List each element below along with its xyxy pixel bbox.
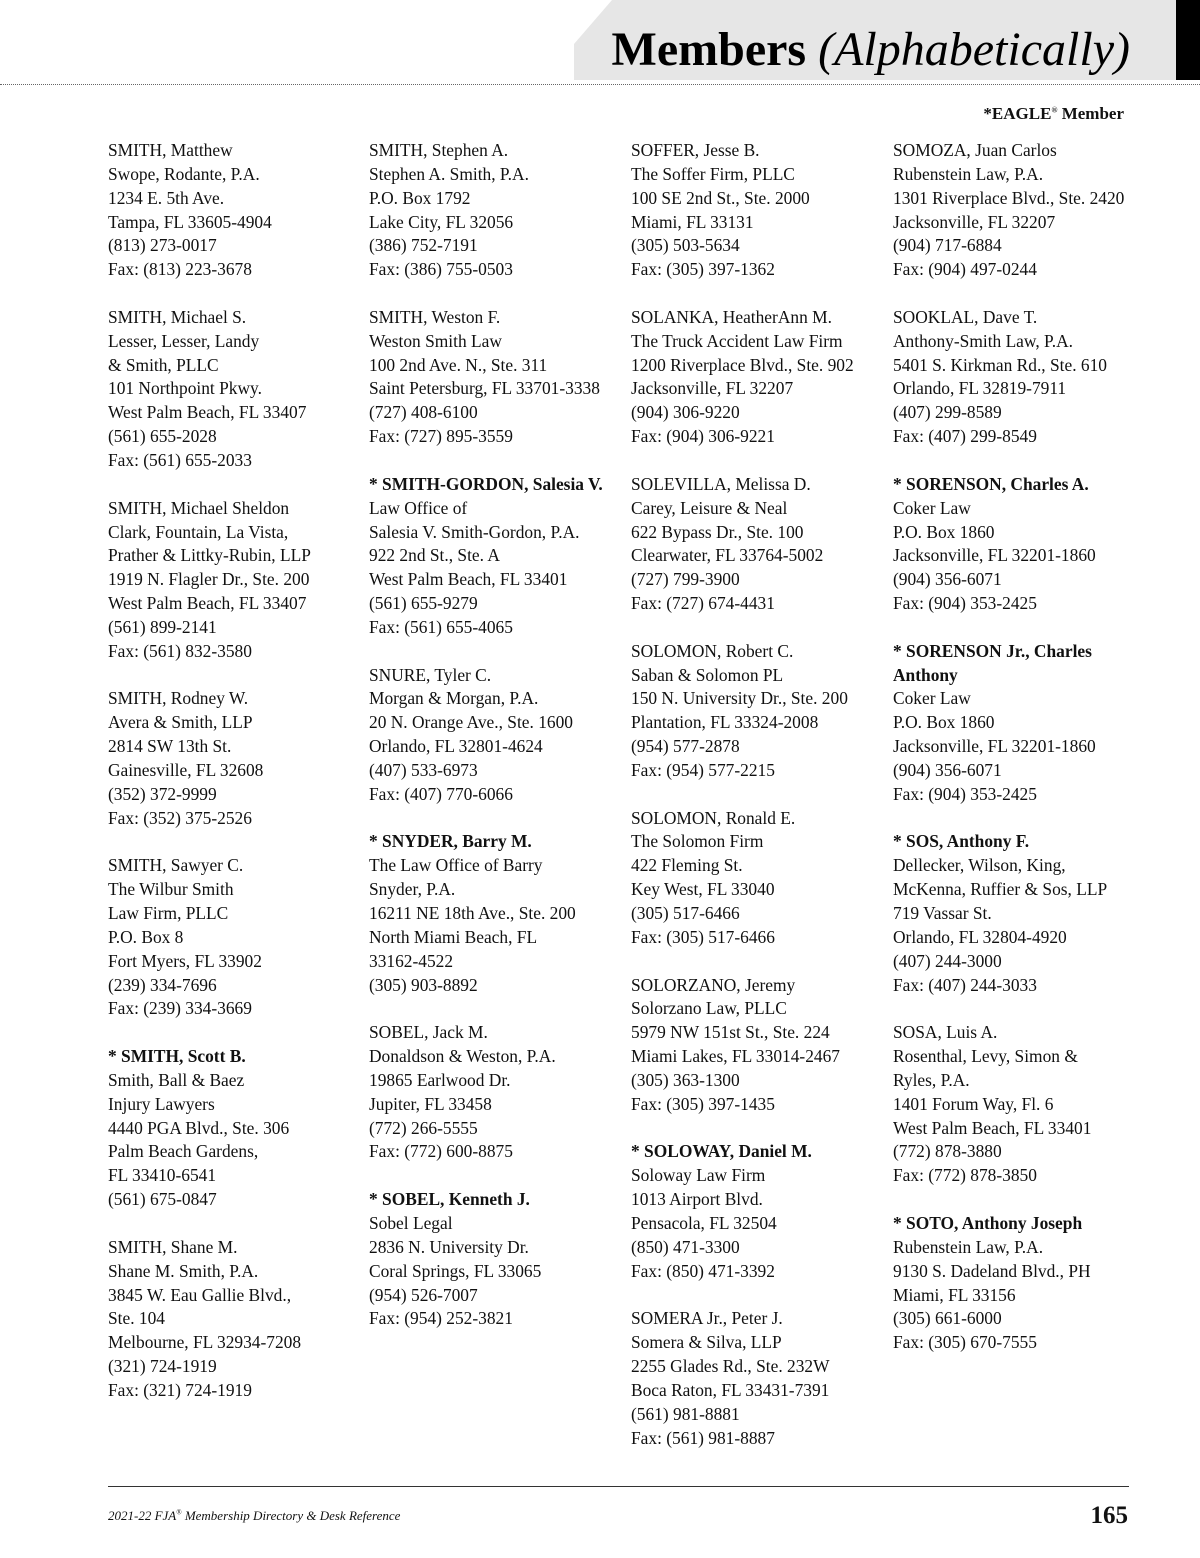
member-detail-line: 2814 SW 13th St. xyxy=(108,736,232,757)
member-phone: (407) 244-3000 xyxy=(893,950,1002,971)
member-detail-line: 5401 S. Kirkman Rd., Ste. 610 xyxy=(893,354,1108,375)
member-entry xyxy=(108,497,360,664)
member-firm: Avera & Smith, LLP xyxy=(108,712,253,733)
member-entry xyxy=(108,139,360,282)
member-name: * SORENSON Jr., Charles xyxy=(893,640,1092,661)
member-name: SMITH, Michael S. xyxy=(108,306,247,327)
page-title xyxy=(612,22,1130,78)
member-detail-line: 622 Bypass Dr., Ste. 100 xyxy=(631,521,804,542)
member-detail-line: 4440 PGA Blvd., Ste. 306 xyxy=(108,1117,290,1138)
member-column-3 xyxy=(631,139,883,1474)
member-firm: Swope, Rodante, P.A. xyxy=(108,163,260,184)
member-detail-line: West Palm Beach, FL 33407 xyxy=(108,593,307,614)
member-name: SOSA, Luis A. xyxy=(893,1022,998,1043)
member-column-2 xyxy=(369,139,621,1355)
member-phone: (850) 471-3300 xyxy=(631,1236,740,1257)
member-firm: Carey, Leisure & Neal xyxy=(631,497,788,518)
member-detail-line: McKenna, Ruffier & Sos, LLP xyxy=(893,879,1108,900)
member-detail-line: Boca Raton, FL 33431-7391 xyxy=(631,1379,830,1400)
member-detail-line: 101 Northpoint Pkwy. xyxy=(108,378,262,399)
member-entry xyxy=(369,473,621,640)
member-entry xyxy=(893,1021,1145,1188)
member-firm: Clark, Fountain, La Vista, xyxy=(108,521,289,542)
member-entry xyxy=(369,1021,621,1164)
member-entry xyxy=(893,139,1145,282)
member-detail-line: Jacksonville, FL 32207 xyxy=(631,378,794,399)
member-phone: (813) 273-0017 xyxy=(108,235,217,256)
member-detail-line: Lake City, FL 32056 xyxy=(369,211,514,232)
member-firm: Soloway Law Firm xyxy=(631,1165,766,1186)
member-fax: Fax: (305) 670-7555 xyxy=(893,1332,1037,1353)
member-detail-line: 9130 S. Dadeland Blvd., PH xyxy=(893,1260,1091,1281)
member-detail-line: 719 Vassar St. xyxy=(893,903,992,923)
member-detail-line: Jacksonville, FL 32201-1860 xyxy=(893,545,1096,566)
member-detail-line: Orlando, FL 32819-7911 xyxy=(893,378,1067,399)
member-detail-line: 422 Fleming St. xyxy=(631,855,743,876)
member-detail-line: Plantation, FL 33324-2008 xyxy=(631,712,819,733)
member-detail-line: P.O. Box 1860 xyxy=(893,521,995,542)
member-fax: Fax: (954) 252-3821 xyxy=(369,1308,513,1329)
member-entry xyxy=(369,139,621,282)
member-name: SOBEL, Jack M. xyxy=(369,1022,488,1043)
member-entry xyxy=(893,830,1145,997)
member-phone: (305) 661-6000 xyxy=(893,1308,1002,1329)
member-detail-line: West Palm Beach, FL 33401 xyxy=(893,1117,1092,1138)
member-name: * SMITH-GORDON, Salesia V. xyxy=(369,473,603,494)
member-phone: (561) 899-2141 xyxy=(108,616,217,637)
member-entry xyxy=(369,664,621,807)
member-name: * SOBEL, Kenneth J. xyxy=(369,1189,530,1210)
member-phone: (386) 752-7191 xyxy=(369,235,478,256)
member-entry xyxy=(108,1045,360,1212)
member-fax: Fax: (904) 497-0244 xyxy=(893,259,1037,280)
member-detail-line: 5979 NW 151st St., Ste. 224 xyxy=(631,1022,830,1043)
member-entry xyxy=(108,854,360,1021)
member-detail-line: Fort Myers, FL 33902 xyxy=(108,950,262,971)
member-detail-line: Ryles, P.A. xyxy=(893,1069,970,1090)
member-fax: Fax: (561) 981-8887 xyxy=(631,1427,775,1448)
member-firm: Saban & Solomon PL xyxy=(631,664,784,685)
member-phone: (904) 717-6884 xyxy=(893,235,1002,256)
member-detail-line: Key West, FL 33040 xyxy=(631,879,775,900)
footer-text-b: Membership Directory & Desk Reference xyxy=(181,1508,401,1523)
member-detail-line: 20 N. Orange Ave., Ste. 1600 xyxy=(369,712,573,733)
member-detail-line: Coral Springs, FL 33065 xyxy=(369,1260,542,1281)
member-detail-line: & Smith, PLLC xyxy=(108,354,219,375)
member-firm: Anthony-Smith Law, P.A. xyxy=(893,330,1074,351)
member-detail-line: 1919 N. Flagler Dr., Ste. 200 xyxy=(108,569,310,590)
eagle-note-mark: ® xyxy=(1051,105,1058,115)
member-phone: (239) 334-7696 xyxy=(108,974,217,995)
member-phone: (772) 266-5555 xyxy=(369,1117,478,1138)
member-detail-line: P.O. Box 1792 xyxy=(369,187,471,208)
member-detail-line: 33162-4522 xyxy=(369,950,454,971)
member-firm: The Truck Accident Law Firm xyxy=(631,330,843,351)
member-name: SOFFER, Jesse B. xyxy=(631,140,760,160)
member-entry xyxy=(631,807,883,950)
member-firm: Solorzano Law, PLLC xyxy=(631,998,787,1019)
member-phone: (561) 981-8881 xyxy=(631,1403,740,1424)
member-detail-line: FL 33410-6541 xyxy=(108,1165,217,1186)
member-firm: Donaldson & Weston, P.A. xyxy=(369,1046,556,1067)
member-name: SOMERA Jr., Peter J. xyxy=(631,1308,783,1329)
member-entry xyxy=(369,306,621,449)
eagle-note-suffix: Member xyxy=(1057,104,1124,123)
member-name: * SOTO, Anthony Joseph xyxy=(893,1212,1083,1233)
eagle-note-prefix: *EAGLE xyxy=(983,104,1052,123)
member-fax: Fax: (813) 223-3678 xyxy=(108,259,252,280)
member-fax: Fax: (904) 353-2425 xyxy=(893,783,1037,804)
member-fax: Fax: (386) 755-0503 xyxy=(369,259,513,280)
member-name: * SOLOWAY, Daniel M. xyxy=(631,1141,812,1162)
member-firm: Coker Law xyxy=(893,688,971,709)
member-detail-line: North Miami Beach, FL xyxy=(369,926,538,947)
member-detail-line: P.O. Box 8 xyxy=(108,926,184,947)
member-phone: (904) 306-9220 xyxy=(631,402,740,423)
member-detail-line: Jacksonville, FL 32207 xyxy=(893,211,1056,232)
member-firm: Rosenthal, Levy, Simon & xyxy=(893,1046,1078,1067)
member-entry xyxy=(631,473,883,616)
member-phone: (305) 903-8892 xyxy=(369,974,478,995)
member-name: SMITH, Sawyer C. xyxy=(108,855,244,876)
member-entry xyxy=(631,1307,883,1450)
member-firm: The Wilbur Smith xyxy=(108,879,234,900)
member-fax: Fax: (727) 674-4431 xyxy=(631,593,775,614)
member-detail-line: 1200 Riverplace Blvd., Ste. 902 xyxy=(631,354,854,375)
member-detail-line: 1301 Riverplace Blvd., Ste. 2420 xyxy=(893,187,1125,208)
member-fax: Fax: (305) 397-1435 xyxy=(631,1093,775,1114)
member-detail-line: Palm Beach Gardens, xyxy=(108,1141,259,1162)
member-column-4 xyxy=(893,139,1145,1379)
footer-mark: ® xyxy=(176,1508,182,1517)
member-detail-line: Jupiter, FL 33458 xyxy=(369,1093,492,1114)
member-detail-line: 2836 N. University Dr. xyxy=(369,1236,529,1257)
member-fax: Fax: (407) 244-3033 xyxy=(893,974,1037,995)
member-name: SMITH, Rodney W. xyxy=(108,688,249,709)
page-title-italic: (Alphabetically) xyxy=(818,23,1130,76)
footer-text-a: 2021-22 FJA xyxy=(108,1508,177,1523)
member-phone: (904) 356-6071 xyxy=(893,759,1002,780)
member-detail-line: 150 N. University Dr., Ste. 200 xyxy=(631,688,848,709)
member-firm: Morgan & Morgan, P.A. xyxy=(369,688,539,709)
member-fax: Fax: (352) 375-2526 xyxy=(108,807,252,828)
member-firm: Shane M. Smith, P.A. xyxy=(108,1260,259,1281)
member-phone: (727) 799-3900 xyxy=(631,569,740,590)
member-entry xyxy=(893,473,1145,616)
member-detail-line: 16211 NE 18th Ave., Ste. 200 xyxy=(369,903,576,923)
member-name: SNURE, Tyler C. xyxy=(369,664,492,685)
member-detail-line: Clearwater, FL 33764-5002 xyxy=(631,545,824,566)
member-phone: (772) 878-3880 xyxy=(893,1141,1002,1162)
member-firm: The Law Office of Barry xyxy=(369,855,543,876)
member-detail-line: Pensacola, FL 32504 xyxy=(631,1212,777,1233)
member-fax: Fax: (407) 299-8549 xyxy=(893,426,1037,447)
member-detail-line: 1234 E. 5th Ave. xyxy=(108,187,225,208)
member-firm: Stephen A. Smith, P.A. xyxy=(369,163,529,184)
member-fax: Fax: (239) 334-3669 xyxy=(108,998,252,1019)
member-detail-line: Saint Petersburg, FL 33701-3338 xyxy=(369,378,600,399)
member-fax: Fax: (305) 517-6466 xyxy=(631,926,775,947)
member-detail-line: 100 2nd Ave. N., Ste. 311 xyxy=(369,354,548,375)
member-entry xyxy=(893,640,1145,807)
member-entry xyxy=(108,1236,360,1403)
member-fax: Fax: (561) 832-3580 xyxy=(108,640,252,661)
member-detail-line: 19865 Earlwood Dr. xyxy=(369,1069,511,1090)
member-name: SOLOMON, Robert C. xyxy=(631,640,794,661)
eagle-member-note xyxy=(983,104,1124,124)
member-name: * SOS, Anthony F. xyxy=(893,831,1030,852)
member-name: SMITH, Weston F. xyxy=(369,306,501,327)
member-name: SOLANKA, HeatherAnn M. xyxy=(631,306,832,327)
member-firm: Dellecker, Wilson, King, xyxy=(893,855,1066,876)
member-firm: Rubenstein Law, P.A. xyxy=(893,163,1044,184)
member-fax: Fax: (561) 655-4065 xyxy=(369,616,513,637)
member-firm: Sobel Legal xyxy=(369,1212,453,1233)
member-entry xyxy=(631,1140,883,1283)
member-name: * SMITH, Scott B. xyxy=(108,1046,246,1067)
member-firm: The Solomon Firm xyxy=(631,831,764,852)
member-detail-line: Salesia V. Smith-Gordon, P.A. xyxy=(369,521,580,542)
member-phone: (954) 526-7007 xyxy=(369,1284,478,1305)
member-detail-line: 3845 W. Eau Gallie Blvd., xyxy=(108,1284,292,1305)
member-name: * SORENSON, Charles A. xyxy=(893,473,1089,494)
member-detail-line: Miami Lakes, FL 33014-2467 xyxy=(631,1046,840,1067)
member-fax: Fax: (850) 471-3392 xyxy=(631,1260,775,1281)
member-fax: Fax: (321) 724-1919 xyxy=(108,1379,252,1400)
member-firm: Somera & Silva, LLP xyxy=(631,1332,782,1353)
member-phone: (904) 356-6071 xyxy=(893,569,1002,590)
member-phone: (321) 724-1919 xyxy=(108,1356,217,1377)
member-entry xyxy=(631,139,883,282)
member-detail-line: Miami, FL 33156 xyxy=(893,1284,1016,1305)
member-detail-line: Melbourne, FL 32934-7208 xyxy=(108,1332,302,1353)
member-detail-line: West Palm Beach, FL 33407 xyxy=(108,402,307,423)
header-edge-bar xyxy=(1176,0,1200,80)
member-fax: Fax: (305) 397-1362 xyxy=(631,259,775,280)
member-detail-line: Gainesville, FL 32608 xyxy=(108,759,264,780)
member-detail-line: Law Firm, PLLC xyxy=(108,903,229,923)
member-detail-line: West Palm Beach, FL 33401 xyxy=(369,569,568,590)
member-fax: Fax: (904) 306-9221 xyxy=(631,426,775,447)
member-fax: Fax: (954) 577-2215 xyxy=(631,759,775,780)
member-firm: Law Office of xyxy=(369,497,468,518)
member-phone: (561) 675-0847 xyxy=(108,1189,217,1210)
member-name: SOLOMON, Ronald E. xyxy=(631,807,796,828)
member-detail-line: Tampa, FL 33605-4904 xyxy=(108,211,272,232)
member-detail-line: Orlando, FL 32804-4920 xyxy=(893,926,1067,947)
member-fax: Fax: (772) 878-3850 xyxy=(893,1165,1037,1186)
member-firm: Rubenstein Law, P.A. xyxy=(893,1236,1044,1257)
member-detail-line: Injury Lawyers xyxy=(108,1093,215,1114)
member-firm: Lesser, Lesser, Landy xyxy=(108,330,260,351)
member-detail-line: Snyder, P.A. xyxy=(369,879,456,900)
member-name: SMITH, Matthew xyxy=(108,140,233,160)
member-name: * SNYDER, Barry M. xyxy=(369,831,532,852)
member-entry xyxy=(893,1212,1145,1355)
member-fax: Fax: (407) 770-6066 xyxy=(369,783,513,804)
member-detail-line: Prather & Littky-Rubin, LLP xyxy=(108,545,311,566)
member-fax: Fax: (727) 895-3559 xyxy=(369,426,513,447)
member-detail-line: 922 2nd St., Ste. A xyxy=(369,545,500,566)
member-name: SOLORZANO, Jeremy xyxy=(631,974,796,995)
member-entry xyxy=(369,830,621,997)
member-detail-line: 1013 Airport Blvd. xyxy=(631,1189,763,1210)
member-entry xyxy=(108,687,360,830)
member-phone: (305) 517-6466 xyxy=(631,903,740,923)
member-fax: Fax: (904) 353-2425 xyxy=(893,593,1037,614)
member-name: SMITH, Michael Sheldon xyxy=(108,497,290,518)
member-detail-line: 1401 Forum Way, Fl. 6 xyxy=(893,1093,1054,1114)
member-detail-line: P.O. Box 1860 xyxy=(893,712,995,733)
member-name: SOLEVILLA, Melissa D. xyxy=(631,473,811,494)
footer-publication xyxy=(108,1508,400,1524)
page-number: 165 xyxy=(1090,1502,1128,1529)
member-fax: Fax: (772) 600-8875 xyxy=(369,1141,513,1162)
member-fax: Fax: (561) 655-2033 xyxy=(108,449,252,470)
member-phone: (352) 372-9999 xyxy=(108,783,217,804)
member-detail-line: 100 SE 2nd St., Ste. 2000 xyxy=(631,187,810,208)
member-name: SMITH, Shane M. xyxy=(108,1236,238,1257)
member-phone: (407) 299-8589 xyxy=(893,402,1002,423)
member-entry xyxy=(369,1188,621,1331)
member-firm: Weston Smith Law xyxy=(369,330,502,351)
member-firm: The Soffer Firm, PLLC xyxy=(631,163,795,184)
member-firm: Smith, Ball & Baez xyxy=(108,1069,245,1090)
member-detail-line: Orlando, FL 32801-4624 xyxy=(369,736,543,757)
member-phone: (954) 577-2878 xyxy=(631,736,740,757)
member-firm: Coker Law xyxy=(893,497,971,518)
member-name: SOMOZA, Juan Carlos xyxy=(893,140,1057,160)
member-detail-line: 2255 Glades Rd., Ste. 232W xyxy=(631,1356,830,1377)
member-detail-line: Miami, FL 33131 xyxy=(631,211,754,232)
member-column-1 xyxy=(108,139,360,1427)
member-phone: (305) 503-5634 xyxy=(631,235,740,256)
member-entry xyxy=(108,306,360,473)
member-name: SOOKLAL, Dave T. xyxy=(893,306,1038,327)
member-phone: (407) 533-6973 xyxy=(369,759,478,780)
member-phone: (727) 408-6100 xyxy=(369,402,478,423)
member-entry xyxy=(631,640,883,783)
header-divider xyxy=(0,84,1200,85)
footer-divider xyxy=(108,1486,1129,1487)
member-detail-line: Jacksonville, FL 32201-1860 xyxy=(893,736,1096,757)
member-detail-line: Ste. 104 xyxy=(108,1308,166,1329)
member-entry xyxy=(631,306,883,449)
member-entry xyxy=(631,974,883,1117)
page-title-main: Members xyxy=(611,23,807,76)
member-phone: (305) 363-1300 xyxy=(631,1069,740,1090)
member-name: SMITH, Stephen A. xyxy=(369,140,509,160)
member-phone: (561) 655-9279 xyxy=(369,593,478,614)
member-entry xyxy=(893,306,1145,449)
member-name-continued: Anthony xyxy=(893,664,958,685)
member-phone: (561) 655-2028 xyxy=(108,426,217,447)
